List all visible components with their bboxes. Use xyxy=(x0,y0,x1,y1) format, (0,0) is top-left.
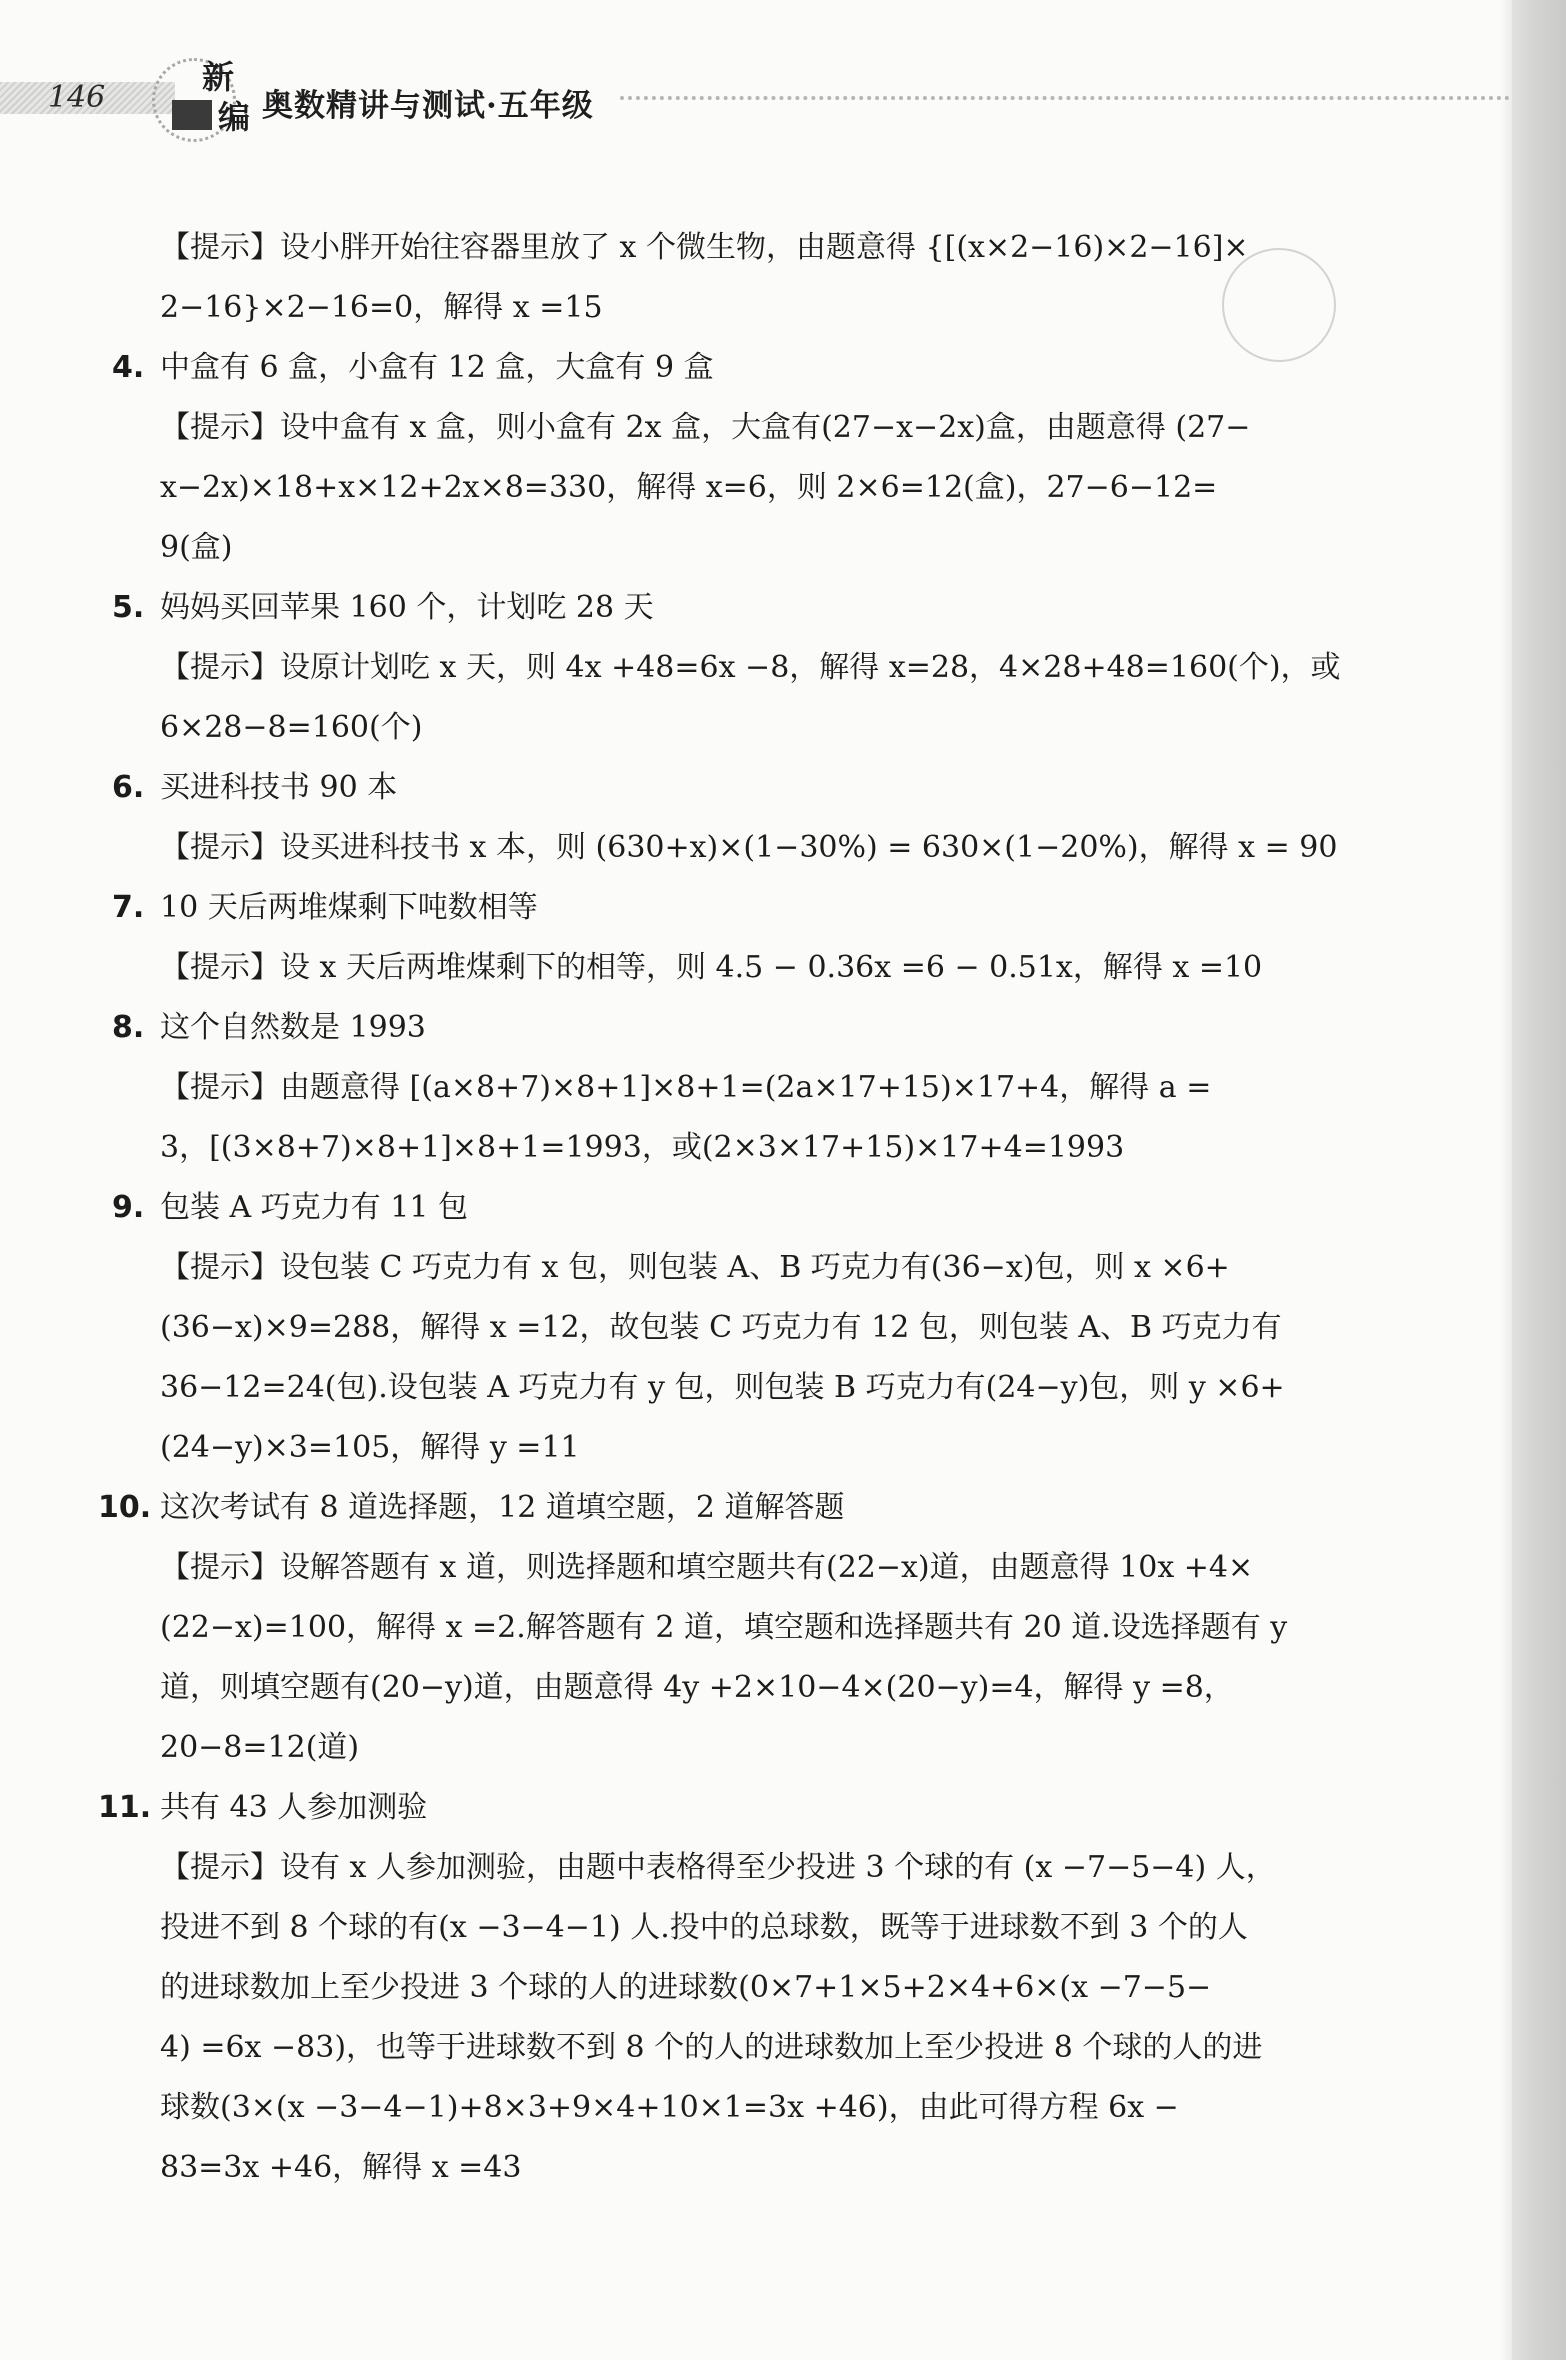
hint-line: 的进球数加上至少投进 3 个球的人的进球数(0×7+1×5+2×4+6×(x −7−5− xyxy=(160,1970,1212,2005)
answer-title xyxy=(98,1478,1450,1538)
hint-line: 83=3x +46，解得 x =43 xyxy=(160,2150,522,2185)
answer-title-text: 买进科技书 90 本 xyxy=(160,770,398,805)
answer-title-text: 包装 A 巧克力有 11 包 xyxy=(160,1190,468,1225)
hint-line: 3，[(3×8+7)×8+1]×8+1=1993，或(2×3×17+15)×17+4=1993 xyxy=(160,1130,1125,1165)
answer-title-text: 10 天后两堆煤剩下吨数相等 xyxy=(160,890,538,925)
question-number: 7. xyxy=(112,890,145,925)
answer-item xyxy=(112,878,1450,998)
answer-item xyxy=(112,338,1450,578)
hint-line: 4) =6x −83)，也等于进球数不到 8 个的人的进球数加上至少投进 8 个球的人的进 xyxy=(160,2030,1263,2065)
answer-title-text: 妈妈买回苹果 160 个，计划吃 28 天 xyxy=(160,590,654,625)
answer-title xyxy=(98,1778,1450,1838)
answer-item xyxy=(112,998,1450,1178)
answer-item xyxy=(98,1778,1450,2198)
answer-list xyxy=(98,218,1450,2198)
hint-line: 【提示】设包装 C 巧克力有 x 包，则包装 A、B 巧克力有(36−x)包，则 x ×6+ xyxy=(160,1250,1230,1285)
question-number: 5. xyxy=(112,590,145,625)
hint-line: 9(盒) xyxy=(160,530,233,565)
hint-line: (24−y)×3=105，解得 y =11 xyxy=(160,1430,580,1465)
answer-title-text: 这个自然数是 1993 xyxy=(160,1010,426,1045)
answer-item xyxy=(112,1178,1450,1478)
logo-char-top: 新 xyxy=(202,58,235,96)
series-logo xyxy=(152,48,262,148)
answer-item xyxy=(112,758,1450,878)
hint-line: 球数(3×(x −3−4−1)+8×3+9×4+10×1=3x +46)，由此可得方程 6x − xyxy=(160,2090,1179,2125)
answer-title xyxy=(112,998,1450,1058)
answer-title-text: 共有 43 人参加测验 xyxy=(160,1790,428,1825)
hint-line: 【提示】设 x 天后两堆煤剩下的相等，则 4.5 − 0.36x =6 − 0.51x，解得 x =10 xyxy=(160,950,1263,985)
hint-line: 6×28−8=160(个) xyxy=(160,710,423,745)
hint-line: 【提示】设中盒有 x 盒，则小盒有 2x 盒，大盒有(27−x−2x)盒，由题意得 (27− xyxy=(160,410,1251,445)
answer-title xyxy=(112,758,1450,818)
hint-line: 道，则填空题有(20−y)道，由题意得 4y +2×10−4×(20−y)=4，解得 y =8， xyxy=(160,1670,1234,1705)
hint-line: 2−16}×2−16=0，解得 x =15 xyxy=(160,290,603,325)
torn-page-edge xyxy=(1512,0,1566,2360)
question-number: 6. xyxy=(112,770,145,805)
answer-title xyxy=(112,338,1450,398)
header-dotted-rule xyxy=(620,96,1510,100)
logo-char-bottom: 编 xyxy=(218,98,251,136)
hint-line: 36−12=24(包).设包装 A 巧克力有 y 包，则包装 B 巧克力有(24−y)包，则 y ×6+ xyxy=(160,1370,1285,1405)
answer-title xyxy=(112,1178,1450,1238)
hint-line: 20−8=12(道) xyxy=(160,1730,360,1765)
hint-line: 【提示】设解答题有 x 道，则选择题和填空题共有(22−x)道，由题意得 10x +4× xyxy=(160,1550,1254,1585)
hint-line: 【提示】设有 x 人参加测验，由题中表格得至少投进 3 个球的有 (x −7−5−4) 人， xyxy=(160,1850,1276,1885)
book-title: 奥数精讲与测试·五年级 xyxy=(262,88,594,124)
answer-title xyxy=(112,878,1450,938)
hint-line: 【提示】设小胖开始往容器里放了 x 个微生物，由题意得 {[(x×2−16)×2−16]× xyxy=(160,230,1249,265)
question-number: 10. xyxy=(98,1490,152,1525)
hint-line: 【提示】由题意得 [(a×8+7)×8+1]×8+1=(2a×17+15)×17+4，解得 a = xyxy=(160,1070,1212,1105)
answer-title-text: 中盒有 6 盒，小盒有 12 盒，大盒有 9 盒 xyxy=(160,350,714,385)
question-number: 11. xyxy=(98,1790,152,1825)
question-number: 8. xyxy=(112,1010,145,1045)
answer-item xyxy=(160,218,1450,338)
hint-line: 【提示】设原计划吃 x 天，则 4x +48=6x −8，解得 x=28，4×28+48=160(个)，或 xyxy=(160,650,1341,685)
answer-title-text: 这次考试有 8 道选择题，12 道填空题，2 道解答题 xyxy=(160,1490,845,1525)
answer-item xyxy=(98,1478,1450,1778)
hint-line: x−2x)×18+x×12+2x×8=330，解得 x=6，则 2×6=12(盒)，27−6−12= xyxy=(160,470,1218,505)
question-number: 4. xyxy=(112,350,145,385)
page-number: 146 xyxy=(48,80,106,115)
hint-line: 【提示】设买进科技书 x 本，则 (630+x)×(1−30%) = 630×(1−20%)，解得 x = 90 xyxy=(160,830,1338,865)
question-number: 9. xyxy=(112,1190,145,1225)
answer-item xyxy=(112,578,1450,758)
logo-block xyxy=(172,100,212,130)
hint-line: (36−x)×9=288，解得 x =12，故包装 C 巧克力有 12 包，则包装 A、B 巧克力有 xyxy=(160,1310,1282,1345)
answer-title xyxy=(112,578,1450,638)
hint-line: (22−x)=100，解得 x =2.解答题有 2 道，填空题和选择题共有 20 道.设选择题有 y xyxy=(160,1610,1288,1645)
hint-line: 投进不到 8 个球的有(x −3−4−1) 人.投中的总球数，既等于进球数不到 3 个的人 xyxy=(160,1910,1248,1945)
